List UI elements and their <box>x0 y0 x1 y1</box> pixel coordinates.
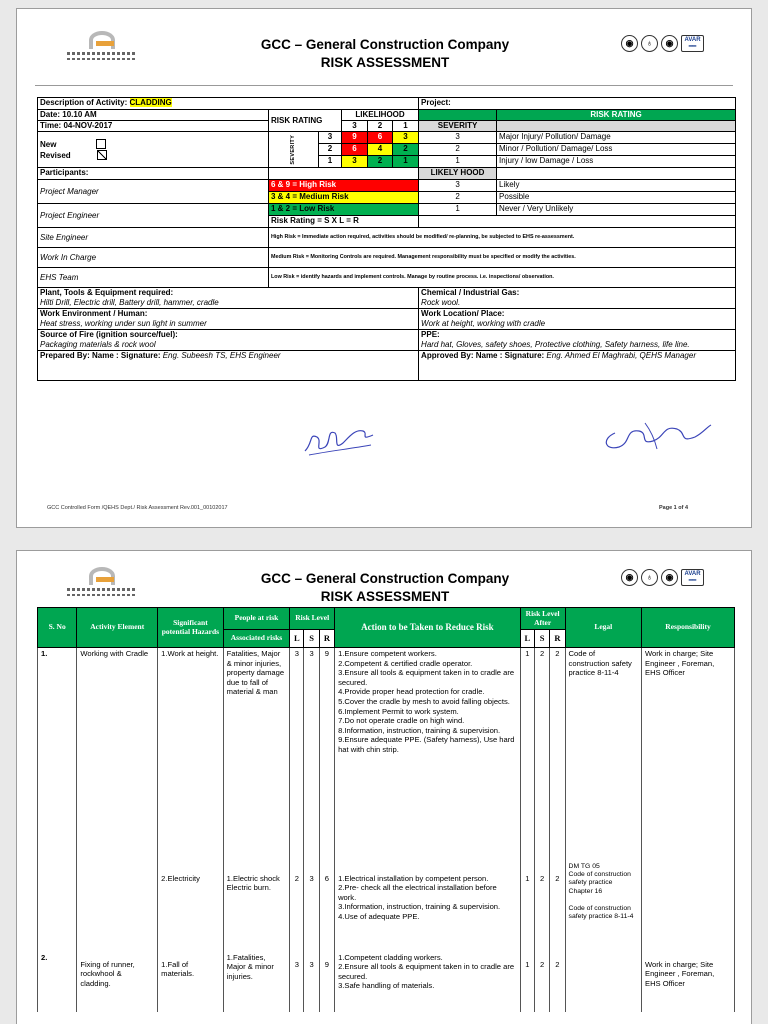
company-name: GCC – General Construction Company <box>260 37 510 52</box>
likely-1-text: Never / Very Unlikely <box>497 204 736 216</box>
note-high: High Risk = Immediate action required, activities should be modified/ re-planning, be subjected to EHS re-assessment. <box>269 228 736 248</box>
avar-cert-icon: AVAR ━━ <box>681 35 704 52</box>
severity-1-text: Injury / low Damage / Loss <box>497 156 736 168</box>
row1-al: 1 <box>520 648 534 862</box>
header-rule <box>35 85 733 86</box>
participant-5: EHS Team <box>38 268 269 288</box>
rating-formula: Risk Rating = S X L = R <box>269 216 419 228</box>
description-value: CLADDING <box>129 98 172 107</box>
row3-s: 3 <box>304 952 319 1012</box>
row3-l: 3 <box>290 952 304 1012</box>
certification-badges <box>621 35 704 52</box>
row3-as: 2 <box>534 952 549 1012</box>
prepared-signature <box>299 421 379 459</box>
bsi-cert-icon: ♁ <box>641 35 658 52</box>
col-activity: Activity Element <box>77 608 158 648</box>
matrix-cell-4: 4 <box>368 144 393 156</box>
location-label: Work Location/ Place: <box>421 309 505 318</box>
col-s: S <box>304 630 319 648</box>
row2-as: 2 <box>534 862 549 952</box>
row3-al: 1 <box>520 952 534 1012</box>
col-risk-after: Risk Level After <box>520 608 565 630</box>
severity-vertical-cell <box>269 132 319 168</box>
severity-2-text: Minor / Pollution/ Damage/ Loss <box>497 144 736 156</box>
participant-2: Project Engineer <box>38 204 269 228</box>
row2-r: 6 <box>319 862 334 952</box>
row1-l: 3 <box>290 648 304 862</box>
location-cell <box>419 309 736 330</box>
legend-high: 6 & 9 = High Risk <box>269 180 419 192</box>
plant-value: Hilti Drill, Electric drill, Battery drill, hammer, cradle <box>40 297 219 307</box>
col-legal: Legal <box>565 608 641 648</box>
formula-fill <box>419 216 736 228</box>
matrix-cell-2b: 2 <box>368 156 393 168</box>
ohsas-cert-icon: ◉ <box>661 569 678 586</box>
matrix-cell-9: 9 <box>342 132 368 144</box>
document-page-1 <box>16 8 752 528</box>
col-as: S <box>534 630 549 648</box>
environment-cell <box>38 309 419 330</box>
col-r: R <box>319 630 334 648</box>
matrix-cell-3b: 3 <box>342 156 368 168</box>
iso-cert-icon: ◉ <box>621 569 638 586</box>
approved-cell: Approved By: Name : Signature: Eng. Ahmed El Maghrabi, QEHS Manager <box>419 351 736 381</box>
note-medium: Medium Risk = Monitoring Controls are required. Management responsibility must be specified or modify the activities. <box>269 248 736 268</box>
footer-form-id: GCC Controlled Form /QEHS Dept./ Risk Assessment Rev.001_00102017 <box>47 505 228 511</box>
severity-2: 2 <box>419 144 497 156</box>
table-row <box>38 648 735 862</box>
prepared-value: Eng. Subeesh TS, EHS Engineer <box>162 351 281 360</box>
company-name-2: GCC – General Construction Company <box>260 571 510 586</box>
footer-page-number: Page 1 of 4 <box>659 505 689 511</box>
location-value: Work at height, working with cradle <box>421 318 546 328</box>
row3-resp: Work in charge; Site Engineer , Foreman, EHS Officer <box>642 952 735 1012</box>
participant-4: Work In Charge <box>38 248 269 268</box>
row3-activity: Fixing of runner, rockwhool & cladding. <box>77 952 158 1012</box>
risk-assessment-table <box>37 607 735 1012</box>
iso-cert-icon: ◉ <box>621 35 638 52</box>
participant-3: Site Engineer <box>38 228 269 248</box>
severity-vertical-label: SEVERITY <box>289 134 296 165</box>
likelyhood-fill <box>497 168 736 180</box>
row1-as: 2 <box>534 648 549 862</box>
likelyhood-header: LIKELY HOOD <box>419 168 497 180</box>
matrix-cell-1: 1 <box>393 156 419 168</box>
likely-1: 1 <box>419 204 497 216</box>
time-value: 04-NOV-2017 <box>63 121 113 130</box>
chemical-value: Rock wool. <box>421 297 461 307</box>
time-row: Time: 04-NOV-2017 <box>38 121 269 132</box>
row2-risk: 1.Electric shock Electric burn. <box>223 862 290 952</box>
document-title: RISK ASSESSMENT <box>320 55 450 70</box>
col-al: L <box>520 630 534 648</box>
legend-medium: 3 & 4 = Medium Risk <box>269 192 419 204</box>
col-people: People at risk <box>223 608 290 630</box>
plant-label: Plant, Tools & Equipment required: <box>40 288 174 297</box>
document-page-2 <box>16 550 752 1024</box>
row2-action: 1.Electrical installation by competent person. 2.Pre- check all the electrical installation before work. 3.Information, instruction, training & supervision. 4.Use of adequate PPE. <box>335 862 521 952</box>
row3-risk: 1.Fatalities, Major & minor injuries. <box>223 952 290 1012</box>
row2-s: 3 <box>304 862 319 952</box>
row3-sno: 2. <box>38 952 77 1012</box>
revised-label: Revised <box>40 150 71 160</box>
activity-info-table <box>37 97 736 381</box>
row1-action: 1.Ensure competent workers. 2.Competent & certified cradle operator. 3.Ensure all tools & equipment taken in to cradle are secured. 4.Provide proper head protection for cradle. 5.Cover the cradle by mesh to avoid falling objects. 6.Implement Permit to work system. 7.Do not operate cradle on high wind. 8.Information, instruction, training & supervision. 9.Ensure adequate PPE. (Safety harness), Use hard hat with chin strip. <box>335 648 521 862</box>
row2-activity <box>77 862 158 952</box>
col-associated: Associated risks <box>223 630 290 648</box>
project-label: Project: <box>419 98 736 110</box>
approved-signature <box>595 413 715 455</box>
table-row <box>38 952 735 1012</box>
ppe-label: PPE: <box>421 330 440 339</box>
ppe-value: Hard hat, Gloves, safety shoes, Protective clothing, Safety harness, life line. <box>421 339 690 349</box>
chemical-label: Chemical / Industrial Gas: <box>421 288 520 297</box>
matrix-cell-2a: 2 <box>393 144 419 156</box>
matrix-cell-3a: 3 <box>393 132 419 144</box>
row2-legal: DM TG 05 Code of construction safety practice Chapter 16 Code of construction safety practice 8-11-4 <box>565 862 641 952</box>
ohsas-cert-icon: ◉ <box>661 35 678 52</box>
row3-hazard: 1.Fall of materials. <box>158 952 224 1012</box>
environment-label: Work Environment / Human: <box>40 309 148 318</box>
row1-ar: 2 <box>550 648 565 862</box>
risk-rating-label: RISK RATING <box>269 110 342 132</box>
participants-label: Participants: <box>38 168 269 180</box>
row2-resp <box>642 862 735 952</box>
fire-value: Packaging materials & rock wool <box>40 339 156 349</box>
sev-row-3: 3 <box>319 132 342 144</box>
bsi-cert-icon: ♁ <box>641 569 658 586</box>
row1-risk: Fatalities, Major & minor injuries, property damage due to fall of material & man <box>223 648 290 862</box>
new-revised-cell <box>38 132 269 168</box>
fire-cell <box>38 330 419 351</box>
matrix-cell-6b: 6 <box>342 144 368 156</box>
date-row: Date: 10.10 AM <box>38 110 269 121</box>
row3-ar: 2 <box>550 952 565 1012</box>
likely-3: 3 <box>419 180 497 192</box>
approved-value: Eng. Ahmed El Maghrabi, QEHS Manager <box>546 351 696 360</box>
rr-spacer <box>419 110 497 121</box>
fire-label: Source of Fire (ignition source/fuel): <box>40 330 178 339</box>
blank-cell <box>269 168 419 180</box>
row2-hazard: 2.Electricity <box>158 862 224 952</box>
matrix-cell-6a: 6 <box>368 132 393 144</box>
row1-legal: Code of construction safety practice 8-11-4 <box>565 648 641 862</box>
severity-header-fill <box>497 121 736 132</box>
revised-checkbox[interactable] <box>97 150 107 160</box>
risk-rating-header: RISK RATING <box>497 110 736 121</box>
col-risk-level: Risk Level <box>290 608 335 630</box>
col-responsibility: Responsibility <box>642 608 735 648</box>
col-l: L <box>290 630 304 648</box>
row1-hazard: 1.Work at height. <box>158 648 224 862</box>
likely-3-text: Likely <box>497 180 736 192</box>
row3-r: 9 <box>319 952 334 1012</box>
col-action: Action to be Taken to Reduce Risk <box>335 608 521 648</box>
sev-row-2: 2 <box>319 144 342 156</box>
certification-badges-2 <box>621 569 704 586</box>
document-title-2: RISK ASSESSMENT <box>320 589 450 604</box>
row3-action: 1.Competent cladding workers. 2.Ensure all tools & equipment taken in to cradle are secured. 3.Safe handling of materials. <box>335 952 521 1012</box>
severity-1: 1 <box>419 156 497 168</box>
row2-al: 1 <box>520 862 534 952</box>
col-hazards: Significant potential Hazards <box>158 608 224 648</box>
severity-3-text: Major Injury/ Pollution/ Damage <box>497 132 736 144</box>
row1-resp: Work in charge; Site Engineer , Foreman, EHS Officer <box>642 648 735 862</box>
plant-cell <box>38 288 419 309</box>
row2-sno <box>38 862 77 952</box>
note-low: Low Risk = identify hazards and implement controls. Manage by routine process. i.e. inspections/ observation. <box>269 268 736 288</box>
new-checkbox[interactable] <box>96 139 106 149</box>
avar-cert-icon: AVAR ━━ <box>681 569 704 586</box>
row1-s: 3 <box>304 648 319 862</box>
new-label: New <box>40 139 57 149</box>
date-value: 10.10 AM <box>62 110 97 119</box>
legend-low: 1 & 2 = Low Risk <box>269 204 419 216</box>
row2-l: 2 <box>290 862 304 952</box>
prepared-cell: Prepared By: Name : Signature: Eng. Subeesh TS, EHS Engineer <box>38 351 419 381</box>
lh-col-3: 3 <box>342 121 368 132</box>
participant-1: Project Manager <box>38 180 269 204</box>
table-row <box>38 862 735 952</box>
row1-activity: Working with Cradle <box>77 648 158 862</box>
likely-2-text: Possible <box>497 192 736 204</box>
sev-row-1: 1 <box>319 156 342 168</box>
col-ar: R <box>550 630 565 648</box>
environment-value: Heat stress, working under sun light in summer <box>40 318 207 328</box>
severity-header: SEVERITY <box>419 121 497 132</box>
row2-ar: 2 <box>550 862 565 952</box>
ppe-cell <box>419 330 736 351</box>
chemical-cell <box>419 288 736 309</box>
likely-2: 2 <box>419 192 497 204</box>
likelihood-label: LIKELIHOOD <box>342 110 419 121</box>
severity-3: 3 <box>419 132 497 144</box>
row1-sno: 1. <box>38 648 77 862</box>
lh-col-2: 2 <box>368 121 393 132</box>
lh-col-1: 1 <box>393 121 419 132</box>
col-sno: S. No <box>38 608 77 648</box>
row1-r: 9 <box>319 648 334 862</box>
row3-legal <box>565 952 641 1012</box>
description-row: Description of Activity: CLADDING <box>38 98 419 110</box>
